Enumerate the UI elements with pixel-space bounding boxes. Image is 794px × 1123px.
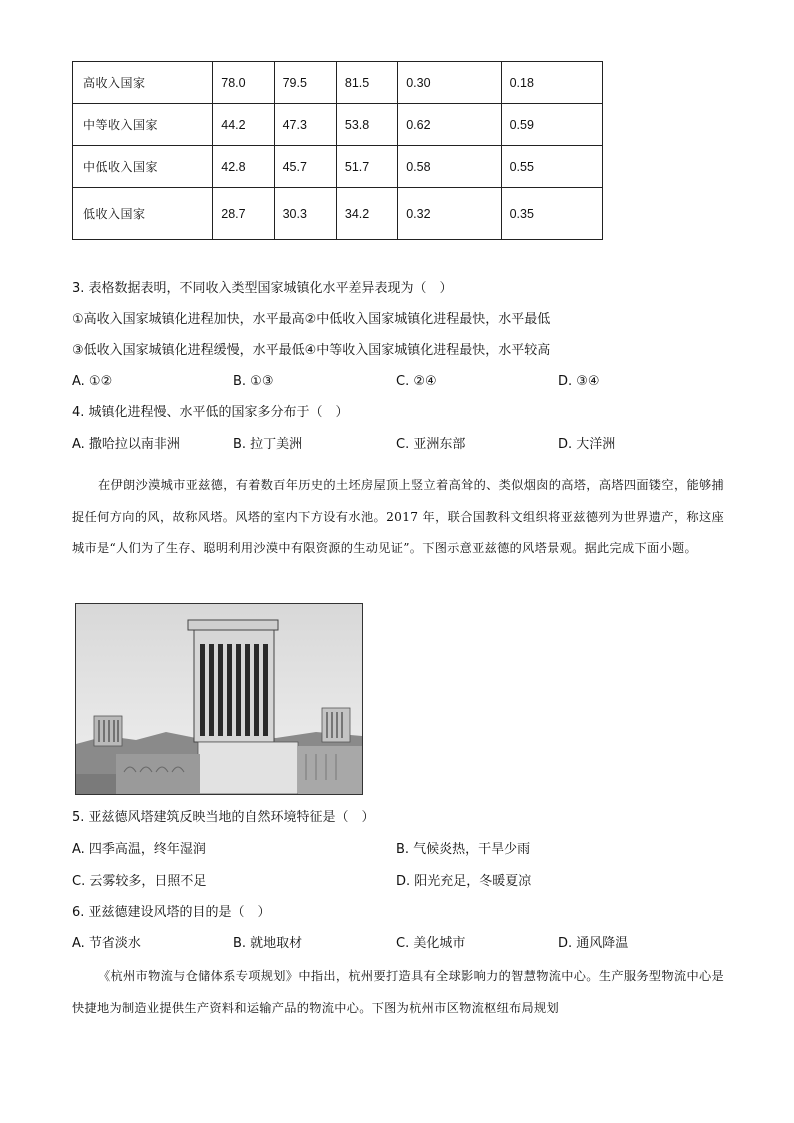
question-5-stem: 5. 亚兹德风塔建筑反映当地的自然环境特征是（ ）: [72, 810, 375, 825]
question-6-option-d: D. 通风降温: [558, 936, 629, 951]
wind-tower-photo: [75, 603, 363, 795]
value-cell: 53.8: [336, 104, 397, 146]
question-3-option-a: A. ①②: [72, 374, 113, 389]
value-cell: 0.30: [398, 62, 501, 104]
question-3-stem: 3. 表格数据表明，不同收入类型国家城镇化水平差异表现为（ ）: [72, 281, 453, 296]
value-cell: 79.5: [274, 62, 336, 104]
country-type-cell: 低收入国家: [73, 188, 213, 240]
value-cell: 28.7: [213, 188, 274, 240]
question-3-option-c: C. ②④: [396, 374, 437, 389]
value-cell: 42.8: [213, 146, 274, 188]
table-row: [73, 104, 603, 146]
question-6-stem: 6. 亚兹德建设风塔的目的是（ ）: [72, 905, 271, 920]
value-cell: 0.62: [398, 104, 501, 146]
country-type-cell: 高收入国家: [73, 62, 213, 104]
passage-yazd: 在伊朗沙漠城市亚兹德，有着数百年历史的土坯房屋顶上竖立着高耸的、类似烟囱的高塔，高塔四面镂空，能够捕捉任何方向的风，故称风塔。风塔的室内下方设有水池。2017 年，联合国教科文组织将亚兹德列为世界遗产，称这座城市是“人们为了生存、聪明利用沙漠中有限资源的生动见证”。下图示意亚兹德的风塔景观。据此完成下面小题。: [72, 478, 724, 555]
value-cell: 0.55: [501, 146, 602, 188]
question-4-option-b: B. 拉丁美洲: [233, 437, 303, 452]
table-row: [73, 188, 603, 240]
value-cell: 0.32: [398, 188, 501, 240]
question-6-option-a: A. 节省淡水: [72, 936, 141, 951]
question-3-statement-2: ③低收入国家城镇化进程缓慢，水平最低④中等收入国家城镇化进程最快，水平较高: [72, 343, 551, 358]
country-type-cell: 中等收入国家: [73, 104, 213, 146]
value-cell: 0.35: [501, 188, 602, 240]
table-row: [73, 146, 603, 188]
question-6-option-c: C. 美化城市: [396, 936, 466, 951]
question-4-option-d: D. 大洋洲: [558, 437, 616, 452]
question-3-option-b: B. ①③: [233, 374, 274, 389]
value-cell: 34.2: [336, 188, 397, 240]
question-3-statement-1: ①高收入国家城镇化进程加快，水平最高②中低收入国家城镇化进程最快，水平最低: [72, 312, 551, 327]
question-5-option-a: A. 四季高温，终年湿润: [72, 842, 206, 857]
value-cell: 51.7: [336, 146, 397, 188]
value-cell: 0.18: [501, 62, 602, 104]
question-4-stem: 4. 城镇化进程慢、水平低的国家多分布于（ ）: [72, 405, 349, 420]
value-cell: 44.2: [213, 104, 274, 146]
value-cell: 0.59: [501, 104, 602, 146]
value-cell: 78.0: [213, 62, 274, 104]
question-5-option-c: C. 云雾较多，日照不足: [72, 874, 207, 889]
urbanization-table: [72, 61, 603, 240]
question-5-option-d: D. 阳光充足，冬暖夏凉: [396, 874, 532, 889]
value-cell: 47.3: [274, 104, 336, 146]
table-row: [73, 62, 603, 104]
question-3-option-d: D. ③④: [558, 374, 600, 389]
question-4-option-a: A. 撒哈拉以南非洲: [72, 437, 180, 452]
passage-hangzhou-logistics: 《杭州市物流与仓储体系专项规划》中指出，杭州要打造具有全球影响力的智慧物流中心。生产服务型物流中心是快捷地为制造业提供生产资料和运输产品的物流中心。下图为杭州市区物流枢纽布局规划: [72, 969, 724, 1015]
country-type-cell: 中低收入国家: [73, 146, 213, 188]
value-cell: 81.5: [336, 62, 397, 104]
question-5-option-b: B. 气候炎热，干旱少雨: [396, 842, 531, 857]
value-cell: 45.7: [274, 146, 336, 188]
value-cell: 0.58: [398, 146, 501, 188]
question-4-option-c: C. 亚洲东部: [396, 437, 466, 452]
question-6-option-b: B. 就地取材: [233, 936, 303, 951]
value-cell: 30.3: [274, 188, 336, 240]
